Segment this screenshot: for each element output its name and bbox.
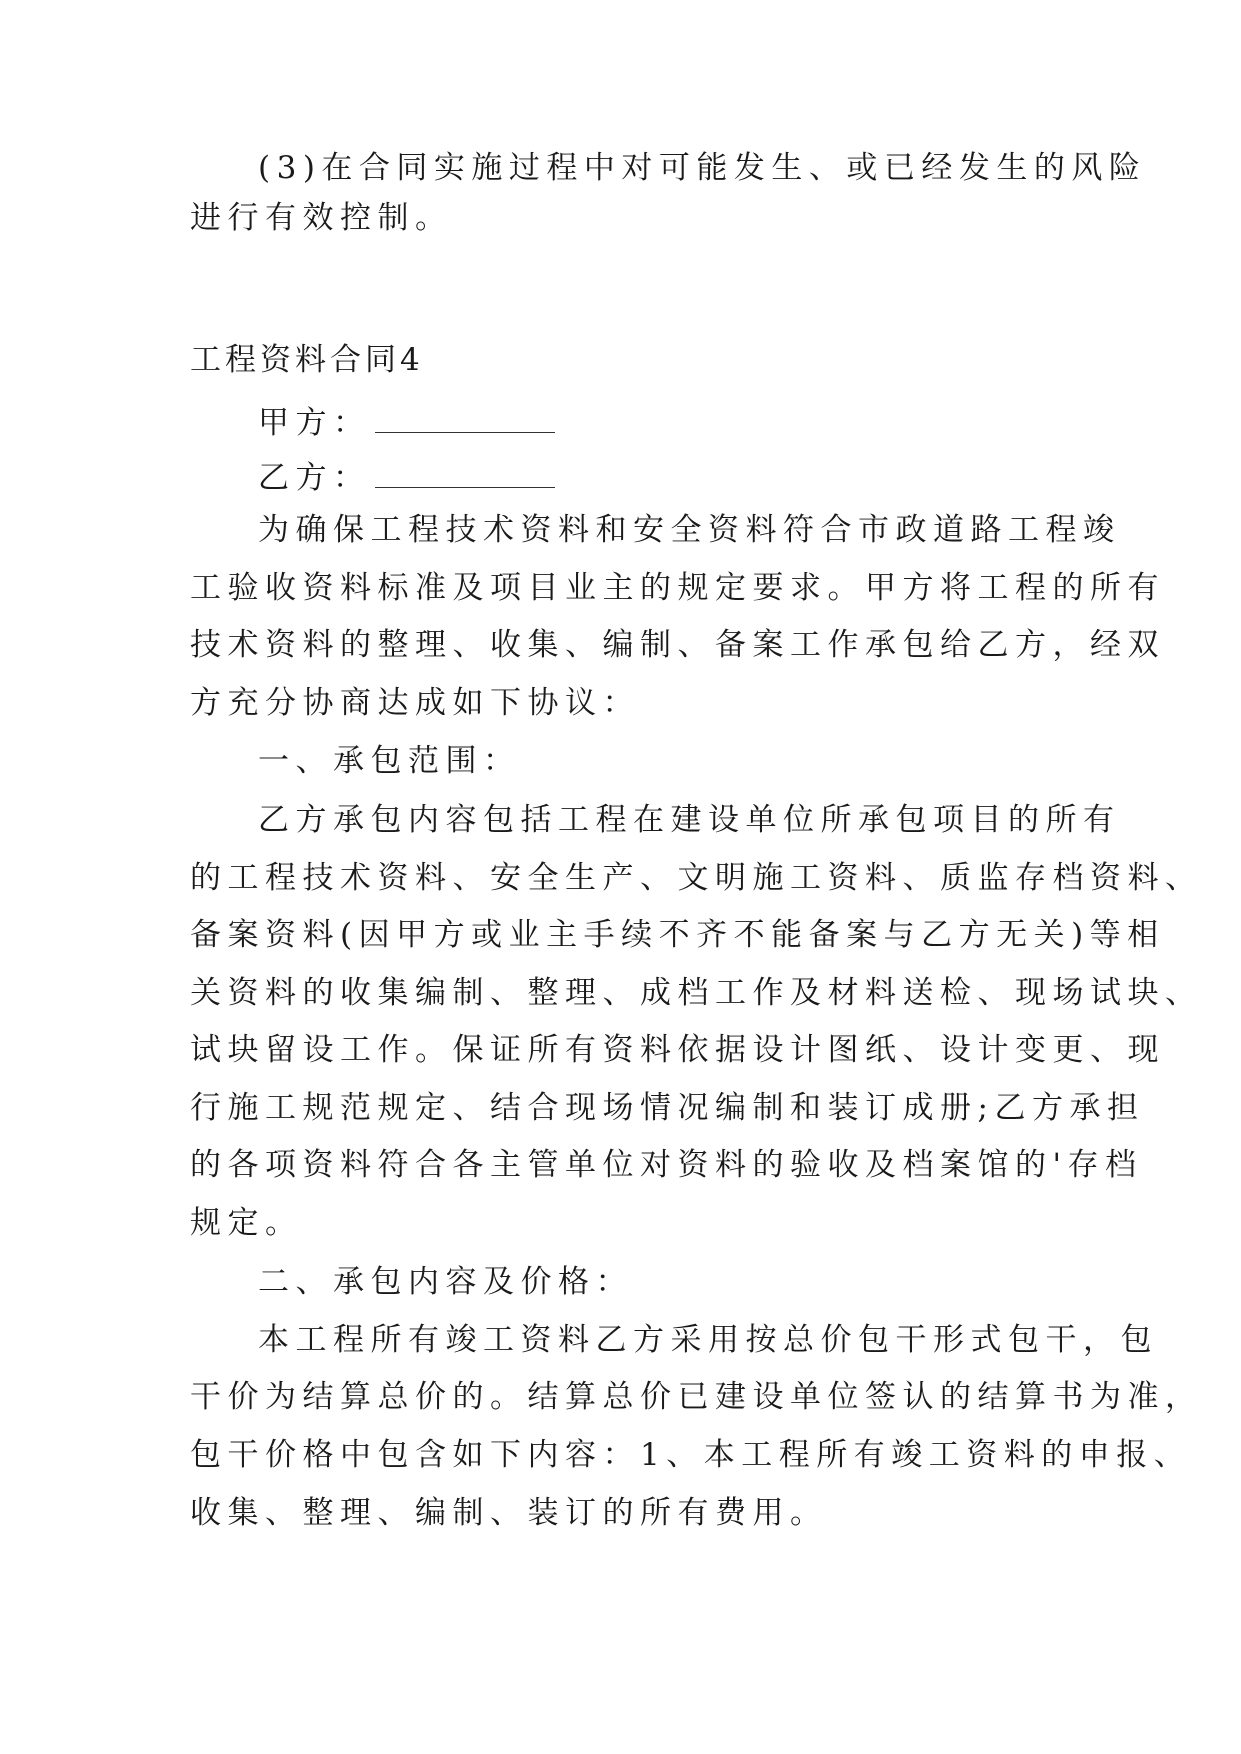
paragraph-line: 干价为结算总价的。结算总价已建设单位签认的结算书为准， bbox=[190, 1379, 1203, 1415]
paragraph-line: 行施工规范规定、结合现场情况编制和装订成册;乙方承担 bbox=[190, 1090, 1145, 1126]
paragraph-line: 方充分协商达成如下协议： bbox=[190, 685, 640, 721]
paragraph-line: 本工程所有竣工资料乙方采用按总价包干形式包干，包 bbox=[258, 1322, 1158, 1358]
paragraph-line: (3)在合同实施过程中对可能发生、或已经发生的风险 bbox=[258, 150, 1147, 186]
paragraph-line: 的各项资料符合各主管单位对资料的验收及档案馆的'存档 bbox=[190, 1147, 1143, 1183]
party-a-label: 甲方： bbox=[258, 405, 371, 441]
paragraph-line: 关资料的收集编制、整理、成档工作及材料送检、现场试块、 bbox=[190, 975, 1203, 1011]
paragraph-line: 工验收资料标准及项目业主的规定要求。甲方将工程的所有 bbox=[190, 570, 1165, 606]
party-a-blank bbox=[375, 406, 555, 433]
party-b-line bbox=[258, 458, 1138, 498]
party-b-blank bbox=[375, 461, 555, 488]
paragraph-line: 的工程技术资料、安全生产、文明施工资料、质监存档资料、 bbox=[190, 860, 1203, 896]
paragraph-line: 收集、整理、编制、装订的所有费用。 bbox=[190, 1495, 828, 1531]
paragraph-line: 进行有效控制。 bbox=[190, 200, 453, 236]
paragraph-line: 备案资料(因甲方或业主手续不齐不能备案与乙方无关)等相 bbox=[190, 917, 1165, 953]
section-title: 工程资料合同4 bbox=[190, 342, 424, 378]
paragraph-line: 乙方承包内容包括工程在建设单位所承包项目的所有 bbox=[258, 802, 1121, 838]
paragraph-line: 为确保工程技术资料和安全资料符合市政道路工程竣 bbox=[258, 512, 1121, 548]
paragraph-line: 包干价格中包含如下内容：1、本工程所有竣工资料的申报、 bbox=[190, 1437, 1192, 1473]
party-b-label: 乙方： bbox=[258, 460, 371, 496]
paragraph-line: 试块留设工作。保证所有资料依据设计图纸、设计变更、现 bbox=[190, 1032, 1165, 1068]
paragraph-line: 规定。 bbox=[190, 1205, 303, 1241]
paragraph-line: 技术资料的整理、收集、编制、备案工作承包给乙方，经双 bbox=[190, 627, 1165, 663]
section-heading: 二、承包内容及价格： bbox=[258, 1264, 633, 1300]
party-a-line bbox=[258, 403, 1138, 443]
section-heading: 一、承包范围： bbox=[258, 743, 521, 779]
